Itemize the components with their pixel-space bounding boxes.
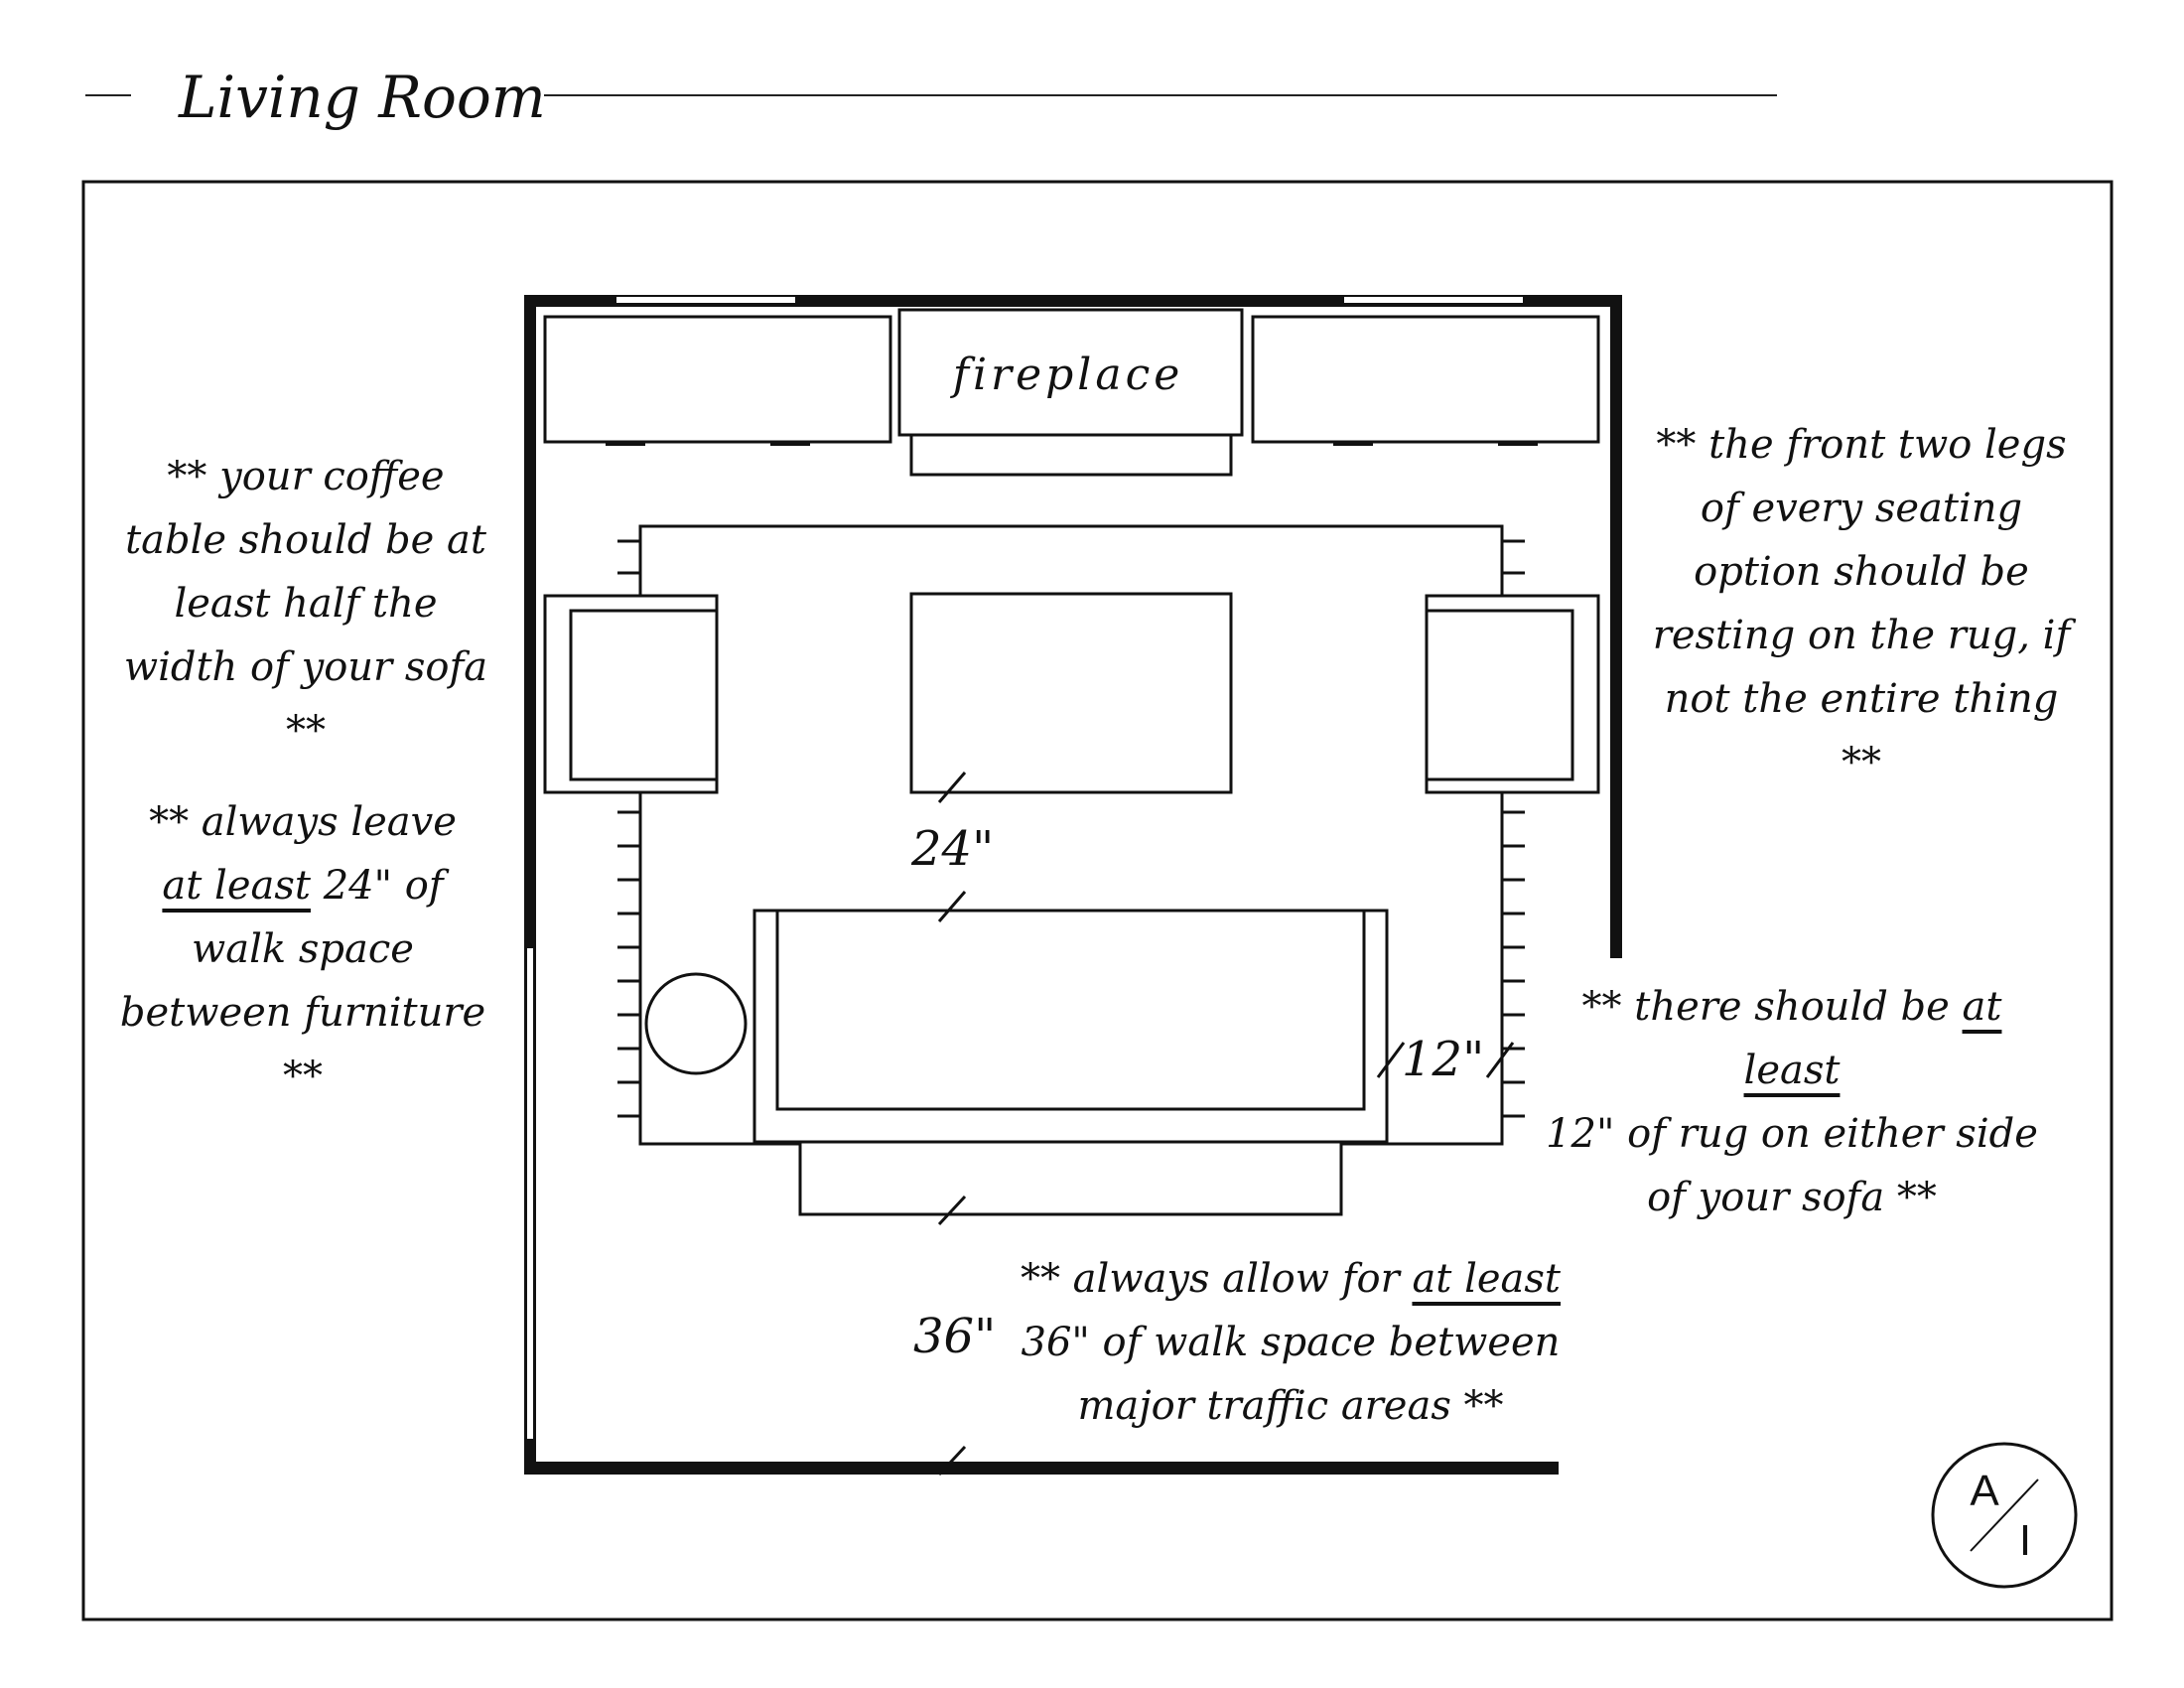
fireplace-hearth: [911, 435, 1231, 475]
cabinet-left: [545, 317, 890, 442]
sofa: [754, 911, 1387, 1214]
note-seating-legs: ** the front two legs of every seating option should be resting on the rug, if not the entire thing **: [1652, 422, 2071, 785]
logo-letter-i: I: [2018, 1516, 2032, 1565]
wall-right: [1610, 295, 1622, 958]
side-table: [646, 974, 746, 1073]
note-walk-space: [109, 790, 496, 1108]
sofa-back: [800, 1142, 1341, 1214]
page-title: Living Room: [179, 64, 546, 131]
sofa-seat: [777, 911, 1364, 1109]
dimension-24: 24": [911, 821, 995, 877]
note-rug-sides-prefix: ** there should be: [1581, 984, 1950, 1030]
note-walk-space-suffix: 24" of walk space between furniture **: [119, 863, 486, 1099]
cabinet-right: [1253, 317, 1598, 442]
note-coffee-table: ** your coffee table should be at least half the width of your sofa **: [123, 454, 488, 754]
logo: [1933, 1444, 2076, 1587]
note-walk-space-prefix: ** always leave: [149, 799, 457, 845]
note-traffic-suffix: 36" of walk space between major traffic areas **: [1021, 1320, 1561, 1429]
armchair-left: [545, 596, 717, 792]
dimension-36: 36": [913, 1309, 997, 1364]
note-walk-space-underlined: at least: [162, 863, 311, 909]
fireplace-label: fireplace: [952, 350, 1184, 400]
door-left: [527, 948, 533, 1439]
coffee-table: [911, 594, 1231, 792]
dimension-12: 12": [1402, 1032, 1485, 1087]
window-top-left: [616, 297, 795, 303]
note-rug-sides-suffix: 12" of rug on either side of your sofa **: [1546, 1111, 2038, 1220]
armchair-right: [1427, 596, 1598, 792]
note-rug-sides: [1539, 975, 2045, 1229]
note-traffic: [1003, 1247, 1578, 1438]
logo-letter-a: A: [1970, 1467, 1999, 1515]
note-traffic-underlined: at least: [1412, 1256, 1562, 1302]
window-top-right: [1344, 297, 1523, 303]
wall-bottom: [524, 1462, 1559, 1475]
note-traffic-prefix: ** always allow for: [1020, 1256, 1400, 1302]
note-rug-sides-underlined: at least: [1743, 984, 2002, 1093]
